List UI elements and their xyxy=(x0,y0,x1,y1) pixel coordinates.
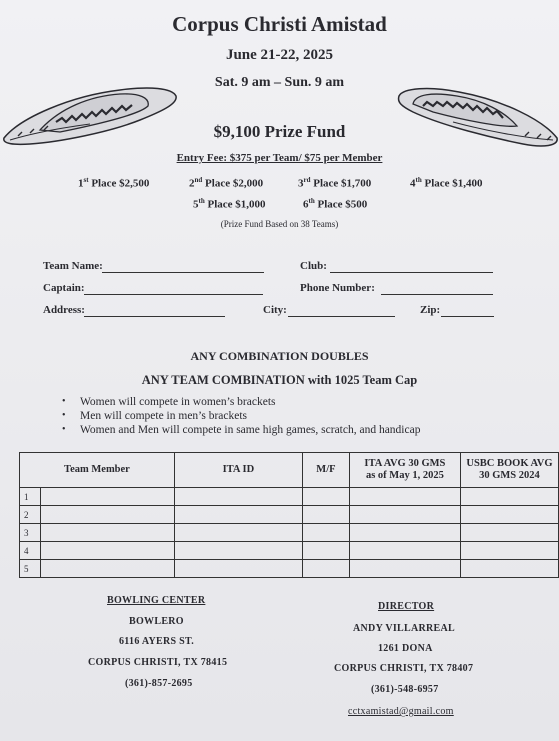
director-city: CORPUS CHRISTI, TX 78407 xyxy=(334,663,474,674)
team-roster-table xyxy=(19,452,559,578)
table-row: 3 xyxy=(20,524,559,542)
event-title: Corpus Christi Amistad xyxy=(172,12,387,36)
place-5th: 5th Place $1,000 xyxy=(193,197,266,211)
table-row: 1 xyxy=(20,488,559,506)
phone-label: Phone Number: xyxy=(300,282,375,294)
rule-item: • Women and Men will compete in same high games, scratch, and handicap xyxy=(62,423,420,437)
header-team-member: Team Member xyxy=(20,453,175,488)
team-name-field[interactable] xyxy=(102,260,264,273)
table-header-row xyxy=(20,453,559,488)
director-phone: (361)-548-6957 xyxy=(371,684,439,695)
address-label: Address: xyxy=(43,304,85,316)
club-label: Club: xyxy=(300,260,327,272)
prize-note: (Prize Fund Based on 38 Teams) xyxy=(220,219,339,229)
prize-fund: $9,100 Prize Fund xyxy=(213,122,346,141)
place-2nd: 2nd Place $2,000 xyxy=(189,176,264,190)
rule-item: • Men will compete in men’s brackets xyxy=(62,409,420,423)
captain-label: Captain: xyxy=(43,282,85,294)
captain-field[interactable] xyxy=(84,282,263,295)
event-dates: June 21-22, 2025 xyxy=(225,47,334,63)
director-street: 1261 DONA xyxy=(378,643,433,654)
place-1st: 1st Place $2,500 xyxy=(78,176,150,190)
header-ita-id: ITA ID xyxy=(174,453,302,488)
bowling-center-phone: (361)-857-2695 xyxy=(125,678,193,689)
place-3rd: 3rd Place $1,700 xyxy=(298,176,372,190)
table-row: 5 xyxy=(20,560,559,578)
team-cap-heading: ANY TEAM COMBINATION with 1025 Team Cap xyxy=(141,373,418,387)
address-field[interactable] xyxy=(84,304,225,317)
rule-item: • Women will compete in women’s brackets xyxy=(62,395,420,409)
zip-label: Zip: xyxy=(420,304,441,316)
rules-list xyxy=(62,395,420,437)
bowling-center-street: 6116 AYERS ST. xyxy=(119,636,195,647)
event-times: Sat. 9 am – Sun. 9 am xyxy=(214,75,345,90)
entry-fee: Entry Fee: $375 per Team/ $75 per Member xyxy=(176,152,383,164)
phone-field[interactable] xyxy=(381,282,493,295)
bowling-center-heading: BOWLING CENTER xyxy=(107,595,206,606)
team-name-label: Team Name: xyxy=(43,260,103,272)
director-name: ANDY VILLARREAL xyxy=(353,623,456,634)
header-ita-avg: ITA AVG 30 GMS as of May 1, 2025 xyxy=(349,453,460,488)
zip-field[interactable] xyxy=(441,304,494,317)
place-6th: 6th Place $500 xyxy=(303,197,368,211)
header-mf: M/F xyxy=(302,453,349,488)
director-email-link[interactable]: cctxamistad@gmail.com xyxy=(348,706,454,717)
bowling-center-name: BOWLERO xyxy=(129,616,184,627)
club-field[interactable] xyxy=(330,260,493,273)
city-field[interactable] xyxy=(288,304,395,317)
director-heading: DIRECTOR xyxy=(378,601,435,612)
table-row: 2 xyxy=(20,506,559,524)
city-label: City: xyxy=(263,304,287,316)
header-usbc-avg: USBC BOOK AVG 30 GMS 2024 xyxy=(460,453,558,488)
bowling-center-city: CORPUS CHRISTI, TX 78415 xyxy=(88,657,228,668)
table-row: 4 xyxy=(20,542,559,560)
place-4th: 4th Place $1,400 xyxy=(410,176,483,190)
doubles-heading: ANY COMBINATION DOUBLES xyxy=(190,349,369,363)
